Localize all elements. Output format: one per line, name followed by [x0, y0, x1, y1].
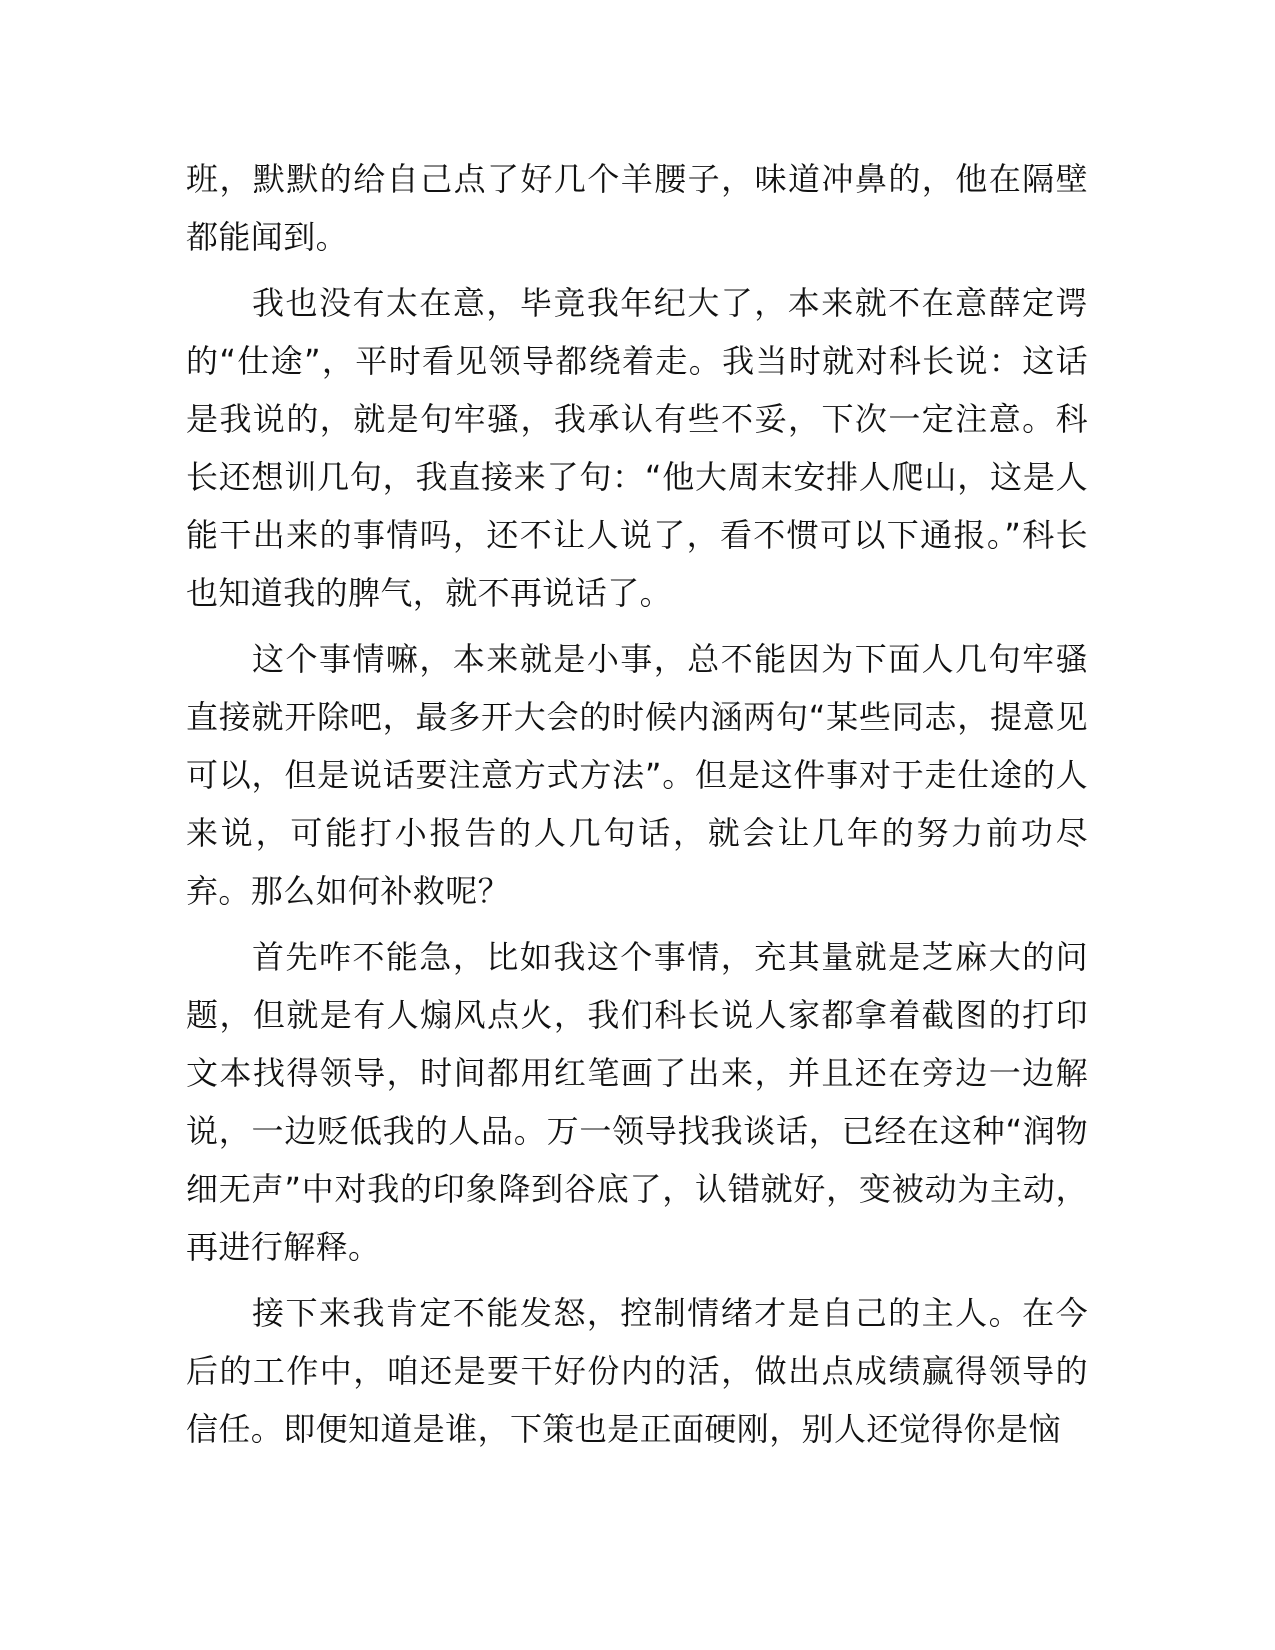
paragraph-5: 接下来我肯定不能发怒，控制情绪才是自己的主人。在今后的工作中，咱还是要干好份内的活，做出点成绩赢得领导的信任。即便知道是谁，下策也是正面硬刚，别人还觉得你是恼 [186, 1294, 1088, 1448]
paragraph-2: 我也没有太在意，毕竟我年纪大了，本来就不在意薛定谔的“仕途”，平时看见领导都绕着走。我当时就对科长说：这话是我说的，就是句牢骚，我承认有些不妥，下次一定注意。科长还想训几句，我直接来了句：“他大周末安排人爬山，这是人能干出来的事情吗，还不让人说了，看不惯可以下通报。”科长也知道我的脾气，就不再说话了。 [186, 284, 1088, 612]
paragraph-4: 首先咋不能急，比如我这个事情，充其量就是芝麻大的问题，但就是有人煽风点火，我们科长说人家都拿着截图的打印文本找得领导，时间都用红笔画了出来，并且还在旁边一边解说，一边贬低我的人品。万一领导找我谈话，已经在这种“润物细无声”中对我的印象降到谷底了，认错就好，变被动为主动，再进行解释。 [186, 938, 1088, 1266]
paragraph-3: 这个事情嘛，本来就是小事，总不能因为下面人几句牢骚直接就开除吧，最多开大会的时候内涵两句“某些同志，提意见可以，但是说话要注意方式方法”。但是这件事对于走仕途的人来说，可能打小报告的人几句话，就会让几年的努力前功尽弃。那么如何补救呢？ [186, 640, 1088, 910]
paragraph-1: 班，默默的给自己点了好几个羊腰子，味道冲鼻的，他在隔壁都能闻到。 [186, 160, 1088, 256]
document-body [186, 150, 1088, 1466]
